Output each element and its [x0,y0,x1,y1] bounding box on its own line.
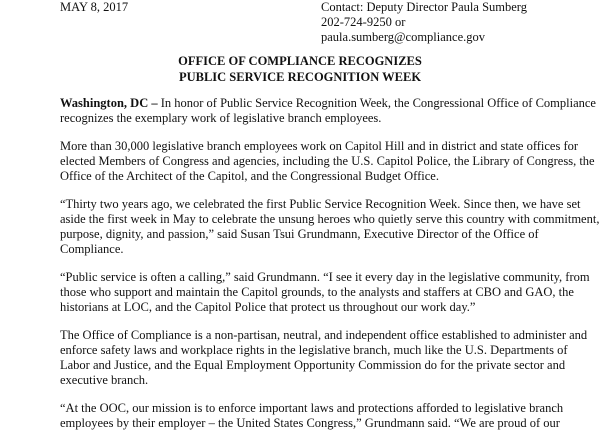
paragraph-intro [60,96,600,126]
paragraph-office-description: The Office of Compliance is a non-partisan, neutral, and independent office established to administer and enforce safety laws and workplace rights in the legislative branch, much like the U.S. Departments of Labor and Justice, and the Equal Employment Opportunity Commission do for the private sector and executive branch. [60,328,588,387]
paragraph-intro-text: In honor of Public Service Recognition Week, the Congressional Office of Compliance recognizes the exemplary work of legislative branch employees. [60,96,596,125]
contact-block [321,0,527,45]
headline-line-2: PUBLIC SERVICE RECOGNITION WEEK [178,70,422,84]
release-body [60,96,600,444]
headline [0,53,600,85]
paragraph-employees: More than 30,000 legislative branch employees work on Capitol Hill and in district and state offices for elected Members of Congress and agencies, including the U.S. Capitol Police, the Library of Congress, the Office of the Architect of the Capitol, and the Congressional Budget Office. [60,139,595,183]
dateline: Washington, DC – [60,96,158,110]
paragraph-quote-calling: “Public service is often a calling,” said Grundmann. “I see it every day in the legislative community, from those who support and maintain the Capitol grounds, to the analysts and staffers at CBO and GAO, the historians at LOC, and the Capitol Police that protect us throughout our work day.” [60,270,590,314]
paragraph-mission: “At the OOC, our mission is to enforce important laws and protections afforded to legislative branch employees by their employer – the United States Congress,” Grundmann said. “We are proud of our [60,401,564,430]
contact-phone: 202-724-9250 or [321,15,406,29]
headline-line-1: OFFICE OF COMPLIANCE RECOGNIZES [178,54,422,68]
release-date: MAY 8, 2017 [60,0,129,14]
paragraph-quote-history: “Thirty two years ago, we celebrated the first Public Service Recognition Week. Since then, we have set aside the first week in May to celebrate the unsung heroes who quietly serve this country with commitment, purpose, dignity, and passion,” said Susan Tsui Grundmann, Executive Director of the Office of Compliance. [60,197,600,256]
contact-email: paula.sumberg@compliance.gov [321,30,486,44]
contact-name: Contact: Deputy Director Paula Sumberg [321,0,527,14]
